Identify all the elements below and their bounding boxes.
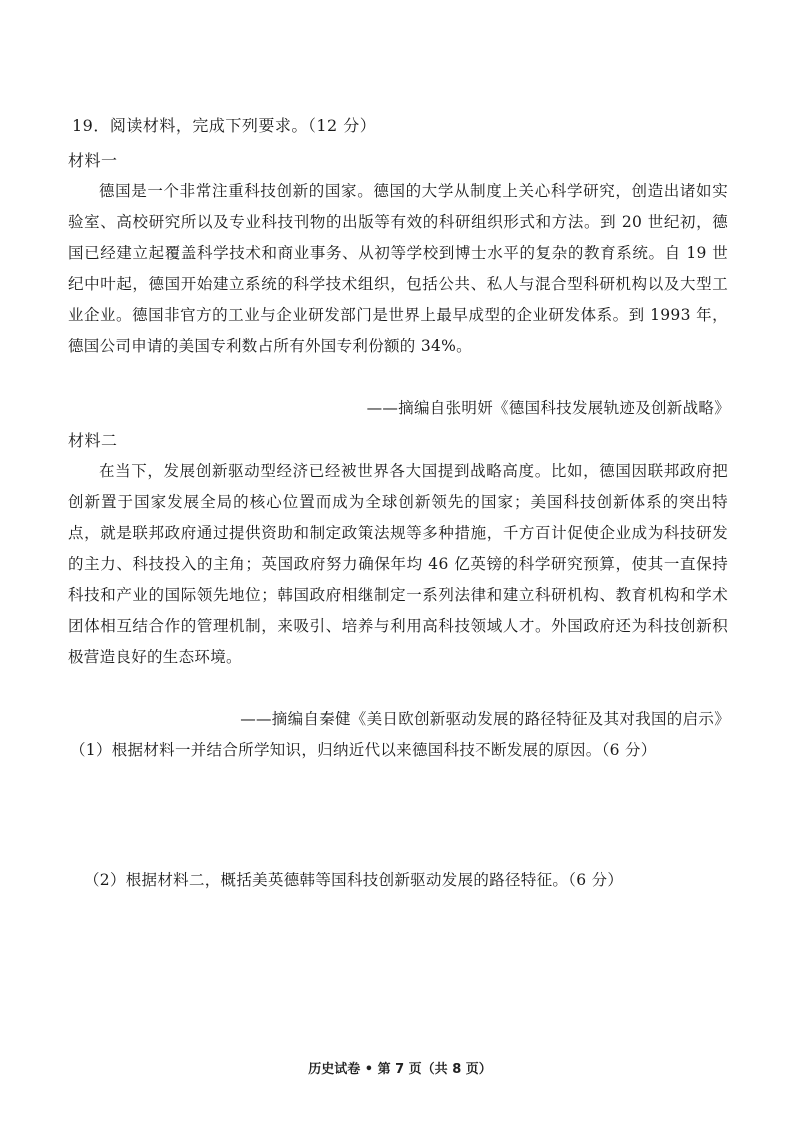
material-2-paragraph: 在当下，发展创新驱动型经济已经被世界各大国提到战略高度。比如，德国因联邦政府把创新置于国家发展全局的核心位置而成为全球创新领先的国家；美国科技创新体系的突出特点，就是联邦政府通过提供资助和制定政策法规等多种措施，千方百计促使企业成为科技研发的主力、科技投入的主角；英国政府努力确保年均 46 亿英镑的科学研究预算，使其一直保持科技和产业的国际领先地位；韩国政府相继制定一系列法律和建立科研机构、教育机构和学术团体相互结合作的管理机制，来吸引、培养与利用高科技领域人才。外国政府还为科技创新积极营造良好的生态环境。 xyxy=(68,462,728,666)
material-1-label: 材料一 xyxy=(68,151,118,170)
sub-question-2: （2）根据材料二，概括美英德韩等国科技创新驱动发展的路径特征。（6 分） xyxy=(84,871,624,889)
material-1-source: ——摘编自张明妍《德国科技发展轨迹及创新战略》 xyxy=(366,399,730,417)
material-2-source: ——摘编自秦健《美日欧创新驱动发展的路径特征及其对我国的启示》 xyxy=(240,710,730,728)
question-title: 19．阅读材料，完成下列要求。（12 分） xyxy=(72,116,377,135)
material-2-label: 材料二 xyxy=(68,431,118,450)
material-1-paragraph: 德国是一个非常注重科技创新的国家。德国的大学从制度上关心科学研究，创造出诸如实验室、高校研究所以及专业科技刊物的出版等有效的科研组织形式和方法。到 20 世纪初，德国已经建立起覆盖科学技术和商业事务、从初等学校到博士水平的复杂的教育系统。自 19 世纪中叶起，德国开始建立系统的科学技术组织，包括公共、私人与混合型科研机构以及大型工业企业。德国非官方的工业与企业研发部门是世界上最早成型的企业研发体系。到 1993 年，德国公司申请的美国专利数占所有外国专利份额的 34%。 xyxy=(68,182,728,355)
page-footer: 历史试卷 • 第 7 页（共 8 页） xyxy=(308,1062,492,1077)
sub-question-1: （1）根据材料一并结合所学知识，归纳近代以来德国科技不断发展的原因。（6 分） xyxy=(70,741,657,759)
